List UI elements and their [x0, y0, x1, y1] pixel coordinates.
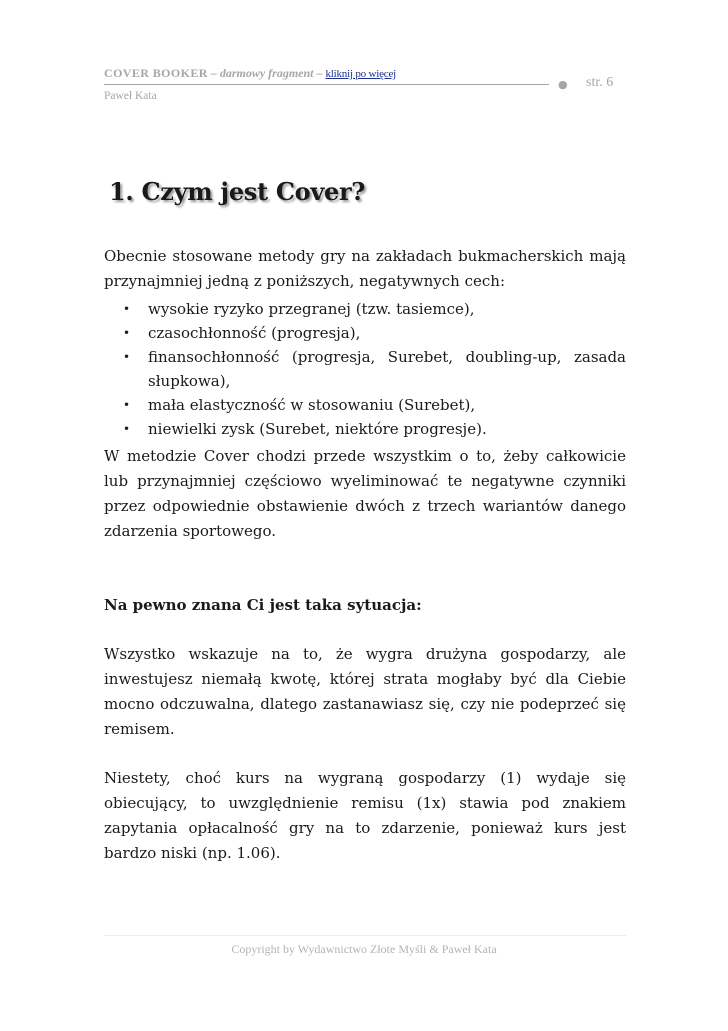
list-item-text: niewielki zysk (Surebet, niektóre progresje).	[148, 420, 487, 438]
paragraph-odds: Niestety, choć kurs na wygraną gospodarzy (1) wydaje się obiecujący, to uwzględnienie remisu (1x) stawia pod znakiem zapytania opłacalność gry na to zdarzenie, ponieważ kurs jest bardzo niski (np. 1.06).	[104, 769, 626, 862]
header-author: Paweł Kata	[104, 90, 157, 102]
header-dash: –	[313, 66, 326, 80]
bullet-icon: •	[123, 302, 131, 316]
list-item-text: finansochłonność (progresja, Surebet, doubling-up, zasada słupkowa),	[148, 348, 626, 390]
list-item	[123, 417, 626, 441]
list-item	[123, 321, 626, 345]
bullet-icon: ●	[558, 78, 568, 91]
section-subheading: Na pewno znana Ci jest taka sytuacja:	[104, 596, 422, 614]
header-line	[104, 66, 624, 81]
header-brand: COVER BOOKER	[104, 66, 208, 80]
bullet-icon: •	[123, 326, 131, 340]
bullet-icon: •	[123, 350, 131, 364]
bullet-list	[104, 297, 626, 441]
list-item-text: mała elastyczność w stosowaniu (Surebet),	[148, 396, 476, 414]
bullet-icon: •	[123, 422, 131, 436]
header-tagline: darmowy fragment	[219, 66, 314, 80]
more-link[interactable]: kliknij po więcej	[325, 68, 397, 80]
header-divider	[104, 84, 549, 85]
list-item	[123, 345, 626, 393]
bullet-icon: •	[123, 398, 131, 412]
list-item-text: wysokie ryzyko przegranej (tzw. tasiemce),	[148, 300, 475, 318]
page-number: str. 6	[586, 75, 614, 90]
footer-copyright: Copyright by Wydawnictwo Złote Myśli & Paweł Kata	[231, 942, 497, 956]
list-item-text: czasochłonność (progresja),	[148, 324, 361, 342]
list-item	[123, 297, 626, 321]
header-dash: –	[207, 66, 220, 80]
chapter-title: 1. Czym jest Cover?	[109, 177, 366, 206]
list-item	[123, 393, 626, 417]
main-content	[104, 244, 626, 866]
paragraph-situation: Wszystko wskazuje na to, że wygra drużyna gospodarzy, ale inwestujesz niemałą kwotę, której strata mogłaby być dla Ciebie mocno odczuwalna, dlatego zastanawiasz się, czy nie podeprzeć się remisem.	[104, 645, 626, 738]
page-header	[104, 66, 624, 102]
intro-paragraph: Obecnie stosowane metody gry na zakładach bukmacherskich mają przynajmniej jedną z poniższych, negatywnych cech:	[104, 247, 626, 290]
footer-divider	[104, 935, 626, 936]
paragraph-method: W metodzie Cover chodzi przede wszystkim o to, żeby całkowicie lub przynajmniej częściowo wyeliminować te negatywne czynniki przez odpowiednie obstawienie dwóch z trzech wariantów danego zdarzenia sportowego.	[104, 447, 626, 540]
